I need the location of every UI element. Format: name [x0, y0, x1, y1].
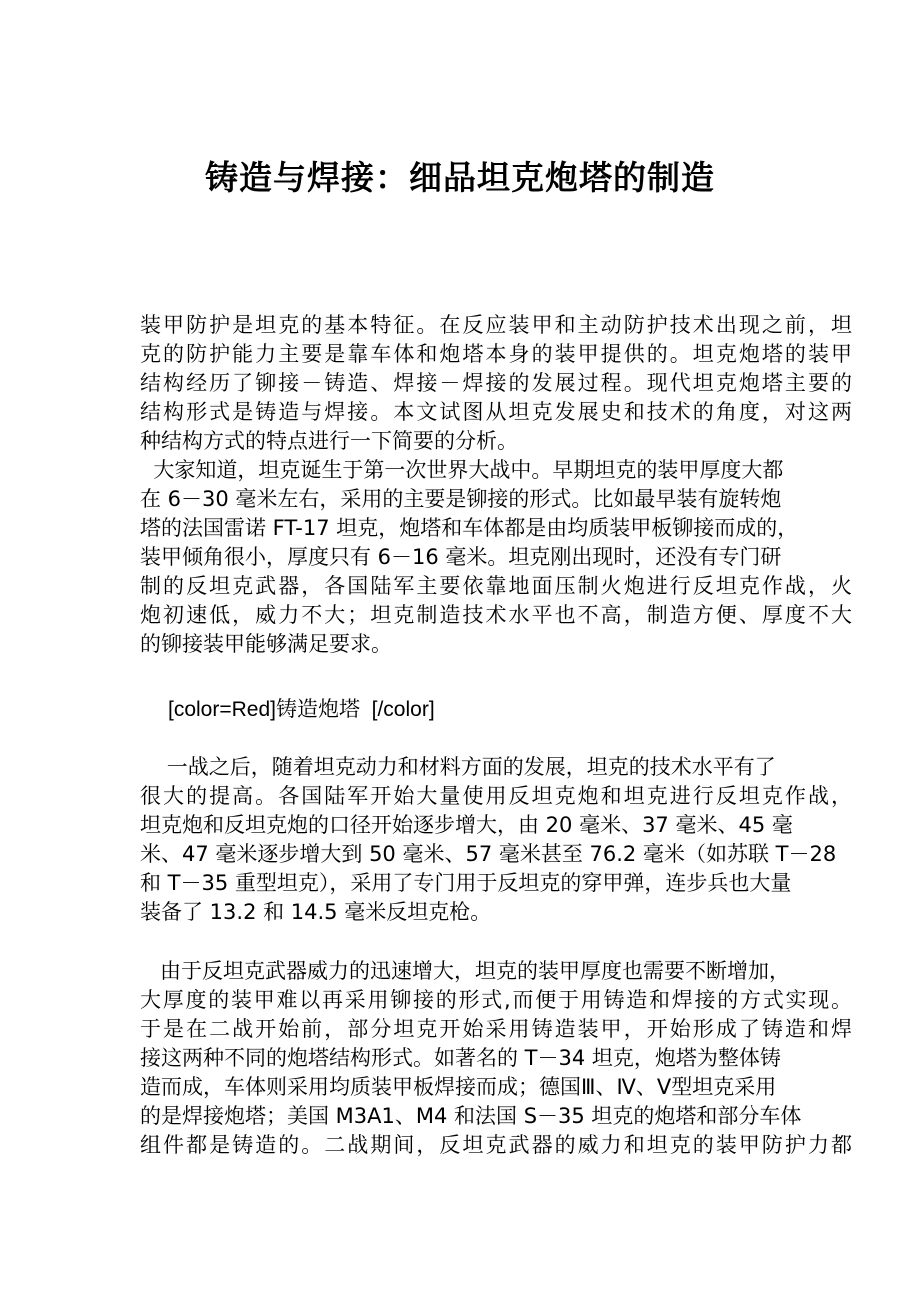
paragraph-2 — [140, 753, 852, 927]
text-line: 装备了 13.2 和 14.5 毫米反坦克枪。 — [140, 900, 492, 924]
text-line: 坦克炮和反坦克炮的口径开始逐步增大，由 20 毫米、37 毫米、45 毫 — [140, 813, 793, 837]
text-line: 一战之后，随着坦克动力和材料方面的发展，坦克的技术水平有了 — [140, 755, 776, 779]
text-line: 装甲防护是坦克的基本特征。在反应装甲和主动防护技术出现之前，坦 — [140, 313, 852, 337]
text-line: 在 6－30 毫米左右，采用的主要是铆接的形式。比如最早装有旋转炮 — [140, 487, 782, 511]
text-line: 组件都是铸造的。二战期间，反坦克武器的威力和坦克的装甲防护力都 — [140, 1133, 852, 1157]
text-line: 的铆接装甲能够满足要求。 — [140, 632, 392, 656]
text-line: 大家知道，坦克诞生于第一次世界大战中。早期坦克的装甲厚度大都 — [140, 458, 784, 482]
text-line: 结构经历了铆接－铸造、焊接－焊接的发展过程。现代坦克炮塔主要的 — [140, 371, 852, 395]
text-line: 于是在二战开始前，部分坦克开始采用铸造装甲，开始形成了铸造和焊 — [140, 1017, 852, 1041]
paragraph-1 — [140, 311, 852, 659]
text-line: 大厚度的装甲难以再采用铆接的形式,而便于用铸造和焊接的方式实现。 — [140, 988, 852, 1012]
text-line: 装甲倾角很小，厚度只有 6－16 毫米。坦克刚出现时，还没有专门研 — [140, 545, 782, 569]
text-line: 和 T－35 重型坦克），采用了专门用于反坦克的穿甲弹，连步兵也大量 — [140, 871, 792, 895]
text-line: 由于反坦克武器威力的迅速增大，坦克的装甲厚度也需要不断增加， — [140, 959, 791, 983]
paragraph-3 — [140, 957, 852, 1160]
document-title: 铸造与焊接：细品坦克炮塔的制造 — [205, 158, 715, 197]
text-line: 塔的法国雷诺 FT-17 坦克，炮塔和车体都是由均质装甲板铆接而成的， — [140, 516, 799, 540]
text-line: 克的防护能力主要是靠车体和炮塔本身的装甲提供的。坦克炮塔的装甲 — [140, 342, 852, 366]
text-line: 很大的提高。各国陆军开始大量使用反坦克炮和坦克进行反坦克作战， — [140, 784, 852, 808]
text-line: 种结构方式的特点进行一下简要的分析。 — [140, 429, 518, 453]
text-line: 造而成，车体则采用均质装甲板焊接而成；德国Ⅲ、Ⅳ、Ⅴ型坦克采用 — [140, 1075, 777, 1099]
text-line: 米、47 毫米逐步增大到 50 毫米、57 毫米甚至 76.2 毫米（如苏联 T－28 — [140, 842, 837, 866]
text-line: 接这两种不同的炮塔结构形式。如著名的 T－34 坦克，炮塔为整体铸 — [140, 1046, 781, 1070]
text-line: 制的反坦克武器，各国陆军主要依靠地面压制火炮进行反坦克作战，火 — [140, 574, 852, 598]
text-line: 炮初速低，威力不大；坦克制造技术水平也不高，制造方便、厚度不大 — [140, 603, 852, 627]
text-line: 的是焊接炮塔；美国 M3A1、M4 和法国 S－35 坦克的炮塔和部分车体 — [140, 1104, 802, 1128]
section-heading: [color=Red]铸造炮塔 [/color] — [168, 698, 435, 721]
text-line: 结构形式是铸造与焊接。本文试图从坦克发展史和技术的角度，对这两 — [140, 400, 852, 424]
